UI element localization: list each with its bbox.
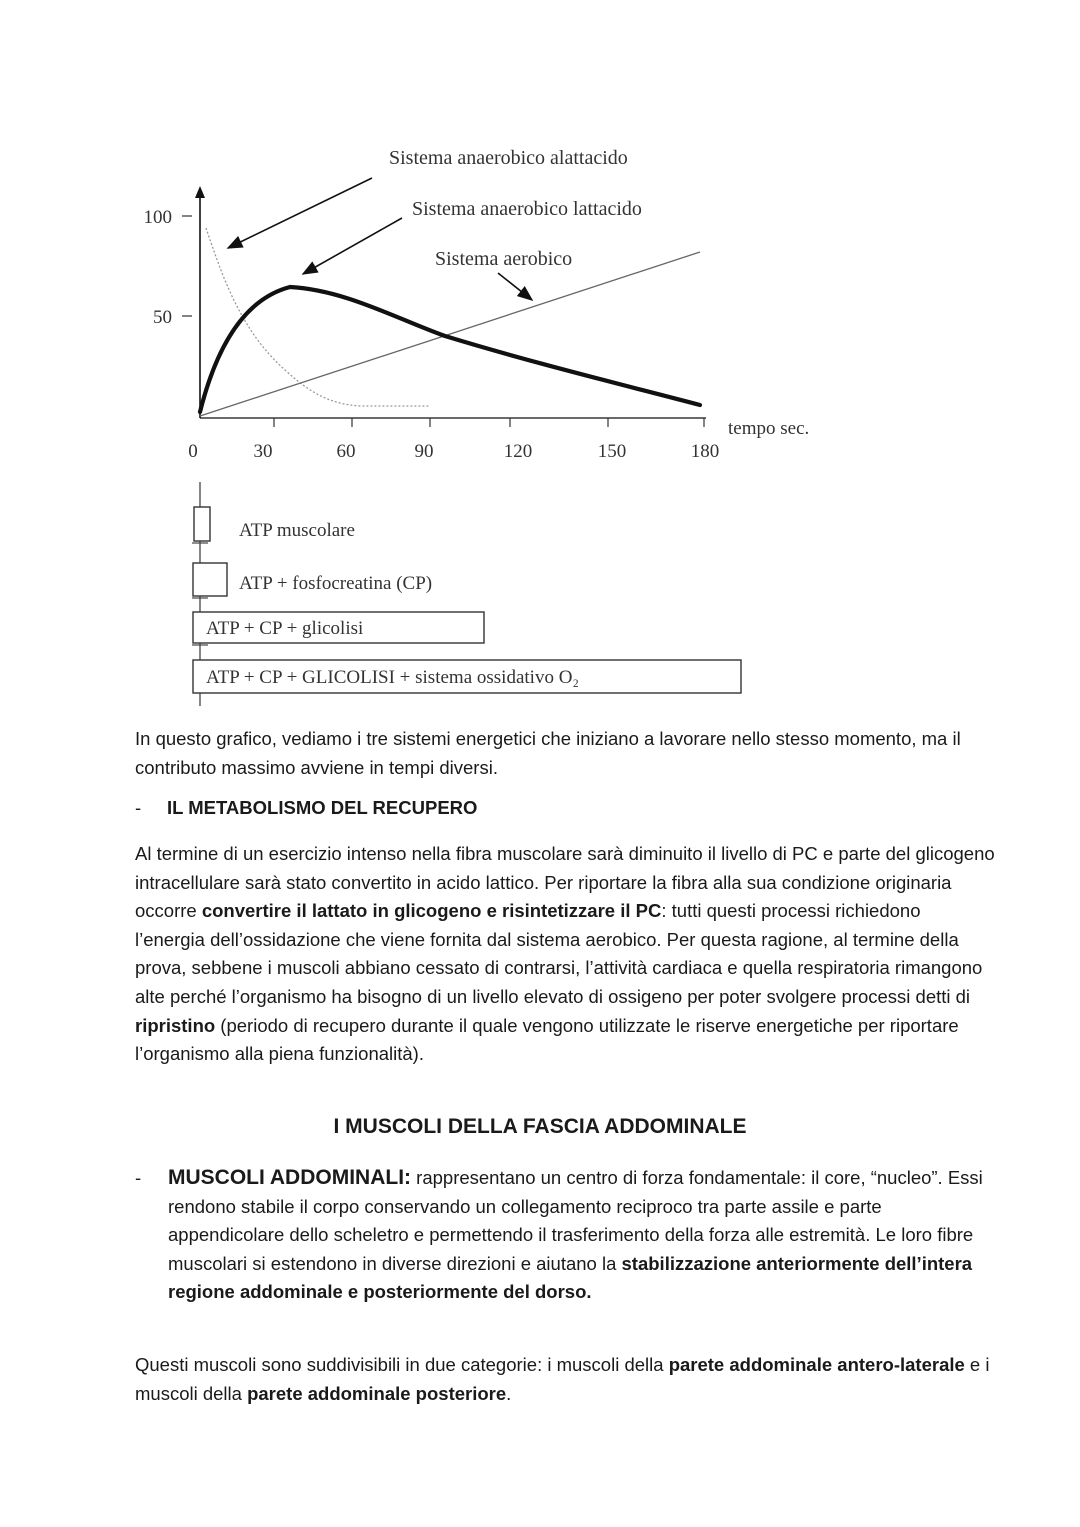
phase-label-3: ATP + CP + glicolisi [206, 618, 364, 639]
y-tick-100: 100 [143, 207, 172, 228]
x-tick-120: 120 [503, 441, 533, 462]
phase-box-2 [193, 563, 227, 596]
x-tick-0: 0 [188, 441, 198, 462]
intro-paragraph: In questo grafico, vediamo i tre sistemi energetici che iniziano a lavorare nello stesso momento, ma il contributo massimo avviene in tempi diversi. [135, 728, 961, 778]
arrow-alattacido [228, 178, 372, 248]
curve-aerobico [200, 252, 700, 416]
x-tick-60: 60 [336, 441, 356, 462]
bullet-dash: - [135, 1167, 142, 1188]
categorie-paragraph: Questi muscoli sono suddivisibili in due categorie: i muscoli della parete addominale antero-laterale e i muscoli della parete addominale posteriore. [135, 1354, 990, 1404]
phase-label-1: ATP muscolare [239, 520, 355, 541]
list-item-muscoli-addominali: - MUSCOLI ADDOMINALI: rappresentano un centro di forza fondamentale: il core, “nucleo”. Essi rendono stabile il corpo conservando un collegamento reciproco tra parte assile e parte appendicolare dello scheletro e permettendo il trasferimento della forza alle estremità. Le loro fibre muscolari si estendono in diverse direzioni e aiutano la stabilizzazione anteriormente dell’intera regione addominale e posteriormente del dorso. [135, 1166, 983, 1303]
y-axis-arrow [195, 186, 205, 198]
phase-box-1 [194, 507, 210, 541]
label-alattacido: Sistema anaerobico alattacido [389, 147, 628, 169]
term-muscoli-addominali: MUSCOLI ADDOMINALI: [168, 1166, 412, 1189]
energy-systems-figure [0, 0, 1080, 720]
x-tick-180: 180 [690, 441, 720, 462]
x-tick-150: 150 [597, 441, 627, 462]
label-lattacido: Sistema anaerobico lattacido [412, 198, 642, 220]
curve-lattacido [200, 287, 700, 412]
phase-label-4: ATP + CP + GLICOLISI + sistema ossidativo O₂ [206, 667, 580, 688]
x-tick-30: 30 [253, 441, 273, 462]
bullet-dash: - [135, 797, 142, 818]
recupero-paragraph: Al termine di un esercizio intenso nella fibra muscolare sarà diminuito il livello di PC e parte del glicogeno intracellulare sarà stato convertito in acido lattico. Per riportare la fibra alla sua condizione originaria occorre convertire il lattato in glicogeno e risintetizzare il PC: tutti questi processi richiedono l’energia dell’ossidazione che viene fornita dal sistema aerobico. Per questa ragione, al termine della prova, sebbene i muscoli abbiano cessato di contrarsi, l’attività cardiaca e quella respiratoria rimangono alte perché l’organismo ha bisogno di un livello elevato di ossigeno per poter svolgere processi detti di ripristino (periodo di recupero durante il quale vengono utilizzate le riserve energetiche per riportare l’organismo alla piena funzionalità). [135, 843, 995, 1065]
phase-label-2: ATP + fosfocreatina (CP) [239, 573, 433, 594]
arrow-aerobico [498, 273, 532, 300]
y-tick-50: 50 [153, 307, 172, 328]
x-tick-90: 90 [414, 441, 434, 462]
section-title-addominale: I MUSCOLI DELLA FASCIA ADDOMINALE [333, 1115, 747, 1138]
label-aerobico: Sistema aerobico [435, 248, 573, 270]
heading-text: IL METABOLISMO DEL RECUPERO [167, 797, 478, 818]
section-heading-recupero [135, 797, 477, 819]
x-axis-unit: tempo sec. [728, 418, 810, 439]
arrow-lattacido [303, 218, 402, 274]
